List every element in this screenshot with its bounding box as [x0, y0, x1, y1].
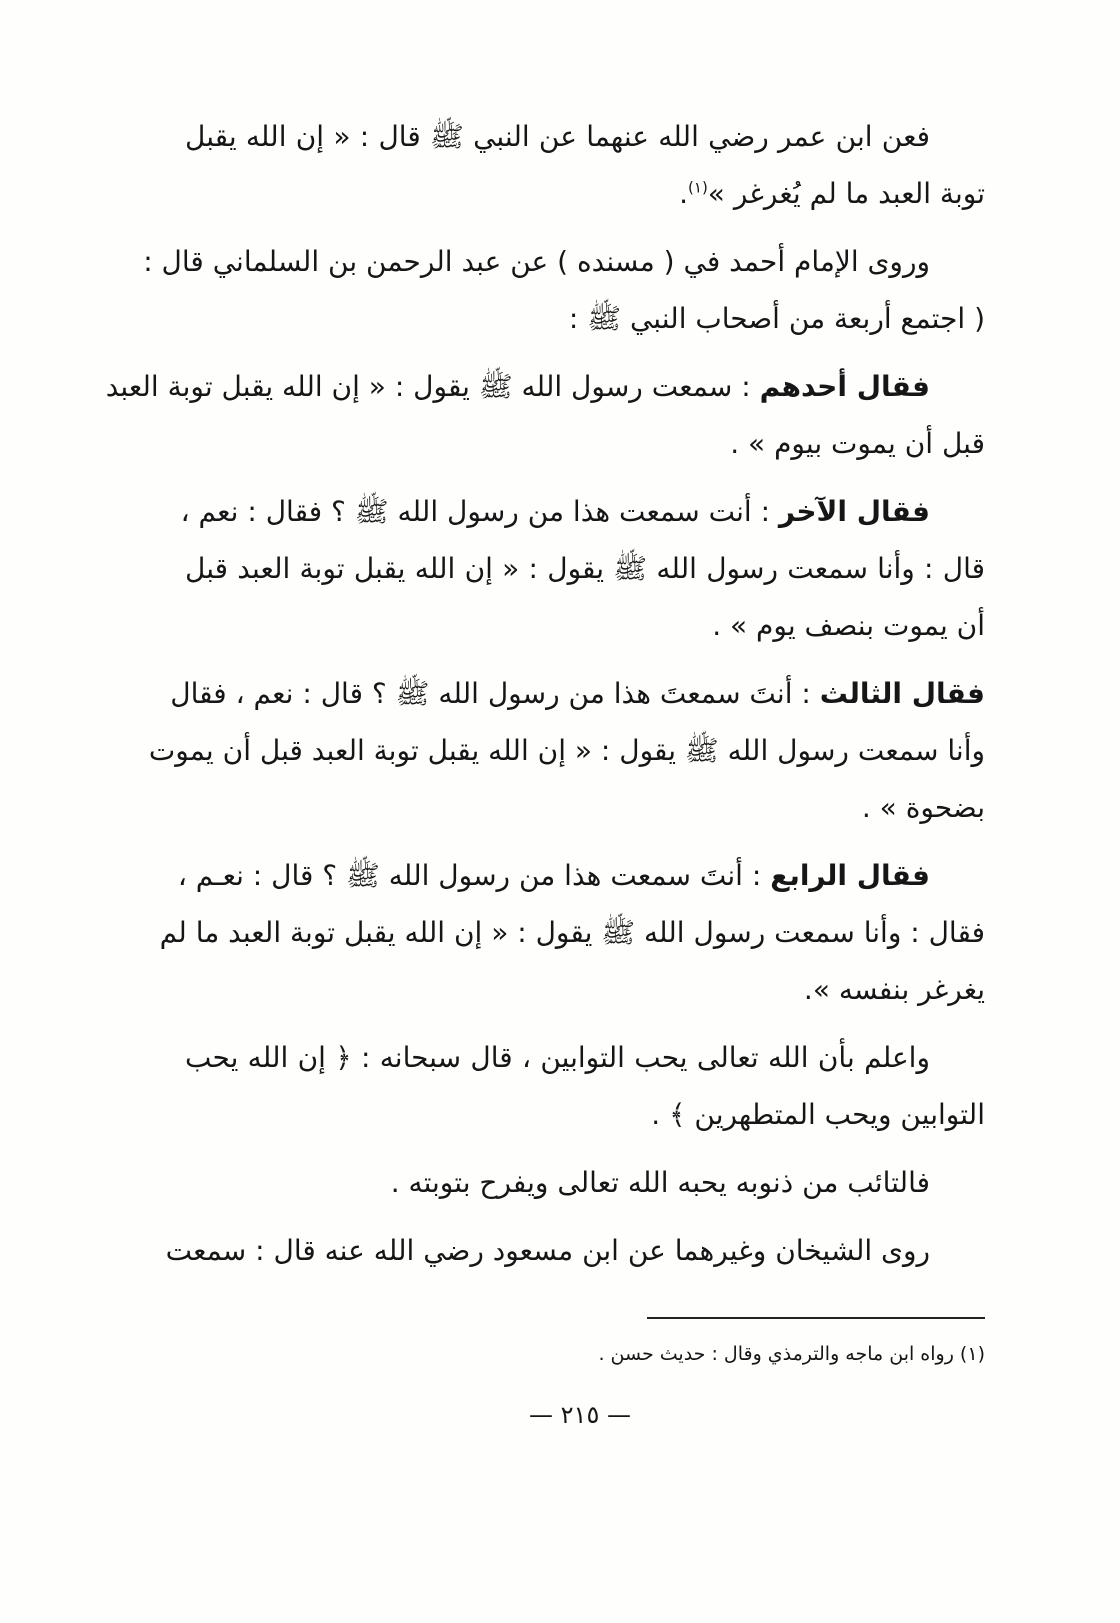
main-text [105, 108, 985, 1279]
text-line: وأنا سمعت رسول الله ﷺ يقول : « إن الله يقبل توبة العبد قبل أن يموت [148, 734, 985, 767]
text-line: أن يموت بنصف يوم » . [712, 609, 985, 642]
text-line: فالتائب من ذنوبه يحبه الله تعالى ويفرح بتوبته . [390, 1166, 930, 1199]
text-line [180, 483, 985, 540]
text-line: يغرغر بنفسه ». [803, 973, 985, 1006]
footnote-separator [647, 1317, 985, 1319]
text-line [170, 665, 985, 722]
text-line: ( اجتمع أربعة من أصحاب النبي ﷺ : [568, 302, 985, 335]
line-rest: : سمعت رسول الله ﷺ يقول : « إن الله يقبل توبة العبد [105, 370, 760, 403]
text-line: وروى الإمام أحمد في ( مسنده ) عن عبد الرحمن بن السلماني قال : [143, 245, 930, 278]
speaker-lead: فقال الرابع [770, 859, 930, 892]
speaker-lead: فقال أحدهم [759, 370, 930, 403]
page-number: — ٢١٥ — [529, 1401, 631, 1429]
text-line: واعلم بأن الله تعالى يحب التوابين ، قال سبحانه : ﴿ إن الله يحب [185, 1041, 930, 1074]
text-line: بضحوة » . [861, 791, 985, 824]
line-rest: : أنتَ سمعت هذا من رسول الله ﷺ ؟ قال : نعـم ، [177, 859, 771, 892]
text-line: فقال : وأنا سمعت رسول الله ﷺ يقول : « إن الله يقبل توبة العبد ما لم [159, 916, 985, 949]
text-line: قبل أن يموت بيوم » . [730, 427, 985, 460]
footnote-reference: (١) [688, 178, 708, 197]
paragraph [148, 665, 985, 836]
line-tail: . [679, 177, 689, 210]
paragraph [143, 233, 985, 347]
text-line: التوابين ويحب المتطهرين ﴾ . [651, 1098, 985, 1131]
speaker-lead: فقال الثالث [819, 677, 985, 710]
paragraph [165, 1222, 985, 1279]
paragraph [185, 1029, 985, 1143]
line-text: توبة العبد ما لم يُغرغر » [707, 177, 985, 210]
footnote: (١) رواه ابن ماجه والترمذي وقال : حديث حسن . [598, 1343, 985, 1365]
text-line: روى الشيخان وغيرهما عن ابن مسعود رضي الله عنه قال : سمعت [165, 1234, 930, 1267]
paragraph [105, 358, 985, 472]
text-line: فعن ابن عمر رضي الله عنهما عن النبي ﷺ قال : « إن الله يقبل [185, 120, 930, 153]
line-rest: : أنت سمعت هذا من رسول الله ﷺ ؟ فقال : نعم ، [180, 495, 779, 528]
paragraph [180, 483, 985, 654]
paragraph [185, 1154, 985, 1211]
paragraph [159, 847, 985, 1018]
text-line [177, 847, 985, 904]
text-line [185, 165, 985, 222]
speaker-lead: فقال الآخر [778, 495, 930, 528]
text-line: قال : وأنا سمعت رسول الله ﷺ يقول : « إن الله يقبل توبة العبد قبل [185, 552, 985, 585]
paragraph [185, 108, 985, 222]
text-line [105, 358, 985, 415]
line-rest: : أنتَ سمعتَ هذا من رسول الله ﷺ ؟ قال : نعم ، فقال [170, 677, 820, 710]
